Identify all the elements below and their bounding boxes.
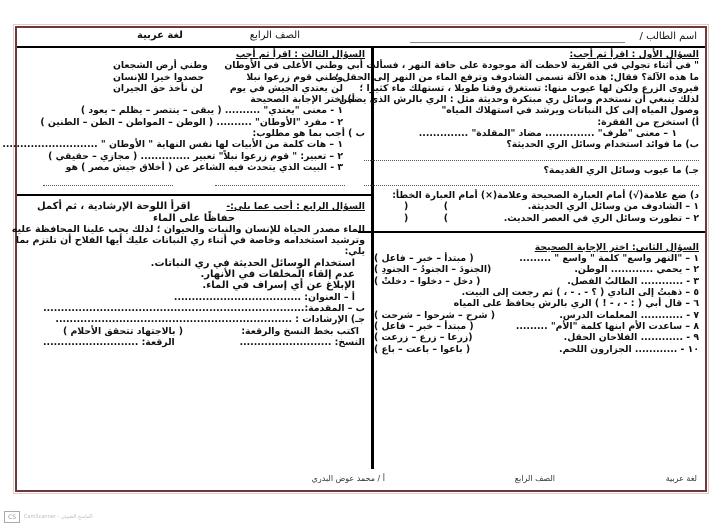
footer-teacher: أ / محمد عوض البدري — [311, 474, 385, 483]
question-1 — [335, 49, 699, 224]
q3-title: السؤال الثالث : اقرأ ثم أجب — [235, 49, 365, 60]
true-false-row — [364, 201, 699, 212]
camscanner-logo-icon: CS — [4, 511, 20, 523]
grade-label: الصف الرابع — [249, 30, 300, 41]
q1-part-b: ب) ما فوائد استخدام وسائل الري الحديثة؟ — [506, 139, 699, 151]
q4-tip: الإبلاغ عن أي إسراف في الماء. — [202, 280, 355, 292]
answer-line[interactable] — [364, 178, 699, 186]
q2-item: ٨ – ساعدت الأم ابنها كلمة "الأم" ......... ( مبتدأ – خبر – فاعل ) — [374, 320, 699, 332]
q1-part-d: د) ضع علامة(√) أمام العبارة الصحيحة وعلامة(×) أمام العبارة الخطأ: — [392, 189, 699, 201]
q1-d-item-1: ١ – الشادوف من وسائل الري الحديثة. — [527, 201, 699, 213]
q3-part-b-item-2: ٢ – تعبير: " قوم زرعوا نبلاً" تعبير .............. ( مجازي – حقيقي ) — [48, 150, 343, 162]
q4-title: السؤال الرابع : أجب عما يلي:- — [226, 201, 365, 213]
question-4 — [11, 201, 365, 348]
page-footer — [17, 470, 705, 490]
q3-part-a-item-1: ١ - معنى "يعتدي" .......... ( يبقى – ينتصر – يظلم – يعود ) — [80, 105, 343, 117]
footer-subject: لغة عربية — [665, 474, 697, 483]
q2-item: ٩ - ............ الفلاحان الحقل. (زرعا – زرع – زرعت ) — [374, 332, 699, 344]
q2-item: ١٠ - ............ الجزارون اللحم. ( باعوا – باعت – باع ) — [374, 343, 699, 355]
handwriting-task — [23, 326, 365, 337]
poem-verse: وطني قوم زرعوا نبلا حصدوا خيرا للإنسان — [113, 71, 343, 83]
ruqaa-field[interactable]: الرقعة: ........................... — [43, 336, 175, 348]
true-false-row — [364, 213, 699, 224]
q1-part-c: جـ) ما عيوب وسائل الري القديمة؟ — [543, 164, 699, 176]
header-divider — [17, 46, 705, 48]
answer-lines — [23, 173, 365, 186]
q2-item: ٧ - ............ المعلمات الدرس. ( شرح – شرحوا – شرحت ) — [374, 309, 699, 321]
q1-title: السؤال الأول : اقرأ ثم أجب: — [569, 49, 699, 60]
naskh-field[interactable]: النسخ: .......................... — [239, 336, 365, 348]
write-phrase: ( بالاجتهاد تتحقق الأحلام ) — [63, 325, 183, 337]
q1-part-a-item-1: ١ – معنى "طرف" .............. مضاد "المقلدة" .............. — [418, 128, 677, 140]
q4-paragraph-line: يلي: — [344, 246, 365, 258]
section-divider — [358, 231, 705, 233]
q1-passage-line: وصول المياه إلى كل النباتات ويرشد في استهلاك المياه" — [441, 105, 699, 117]
q4-paragraph-line: الماء مصدر الحياة للإنسان والنبات والحيوان ؛ لذلك يجب علينا المحافظة عليه — [11, 223, 365, 235]
exam-sheet — [2, 26, 707, 492]
student-name-label: اسم الطالب / — [639, 31, 697, 42]
q3-part-a-label: أ) اختر الإجابة الصحيحة — [250, 94, 355, 106]
answer-box[interactable]: ) ( — [404, 212, 448, 224]
q1-d-item-2: ٢ – تطورت وسائل الري في العصر الحديث. — [503, 212, 699, 224]
q1-passage-line: فيروى الزرع ولكن لها عيوب منها: تستغرق وقتا طويلا ، تستهلك ماء كثيرا ؛ — [359, 82, 699, 94]
q2-item: ١ – "النهر واسع" كلمة " واسع " ......... ( مبتدأ – خبر – فاعل ) — [374, 253, 699, 265]
section-divider — [17, 194, 371, 196]
scanner-watermark — [4, 511, 93, 523]
q4-instruction: اقرأ اللوحة الإرشادية ، ثم أكمل — [37, 201, 191, 213]
q2-item: ٦ – قال أبي ( : - ، - ! ) الري بالرش يحافظ على المياه — [453, 298, 699, 310]
q4-tip: استخدام الوسائل الحديثة في ري النباتات. — [150, 257, 355, 269]
q4-tip: عدم إلقاء المخلفات في الأنهار. — [200, 269, 355, 281]
student-name-line — [410, 42, 625, 43]
q1-part-a-label: أ) استخرج من الفقرة: — [597, 116, 699, 128]
question-3 — [2, 49, 365, 186]
q2-item: ٣ - ............ الطالبُ الفصل. ( دخل – دخلوا – دخلتْ ) — [374, 275, 699, 287]
answer-line[interactable] — [215, 179, 345, 186]
q3-part-a-item-2: ٢ - مفرد "الأوطان" .......... ( الوطن – المواطن – الطن – الطنين ) — [40, 116, 343, 128]
q3-part-b-item-3: ٣ - البيت الذي يتحدث فيه الشاعر عن ( أخلاق جيش مصر ) هو — [65, 161, 343, 173]
sign-title: حفاظًا على الماء — [152, 212, 236, 224]
q4-heading — [23, 201, 365, 212]
q4-field-tips[interactable]: جـ) الإرشادات : ................................................................... — [55, 314, 365, 326]
footer-grade: الصف الرابع — [514, 474, 555, 483]
q2-title: السؤال الثاني: اختر الإجابة الصحيحة — [534, 241, 699, 253]
q1-passage-line: ما هذه الآلة؟ فقال: هذه الآلة تسمى الشادوف وترفع الماء من النهر إلى الحقل ؛ — [335, 71, 699, 83]
q3-part-b-item-1: ١ – هات كلمة من الأبيات لها نفس النهاية " الأوطان " ........................... — [2, 139, 343, 151]
write-label: اكتب بخط النسخ والرقعة: — [241, 325, 359, 337]
subject-label: لغة عربية — [137, 30, 183, 41]
question-2 — [364, 242, 699, 355]
handwriting-answers — [23, 337, 365, 348]
poem-verse: وطني الأغلى في الأوطان وطني أرض الشجعان — [113, 60, 343, 72]
q3-part-b-label: ب ) أجب بما هو مطلوب: — [252, 128, 365, 140]
poem-verse: لن يعتدي الجيش في يوم لن نأخذ حق الجيران — [113, 82, 343, 94]
answer-box[interactable]: ) ( — [404, 201, 448, 213]
q2-item: ٥ – ذهبتُ إلى النادي ( ؟ - . - ، ) ثم رجعت إلى البيت. — [461, 287, 699, 299]
left-column — [2, 49, 365, 348]
q1-passage-line: لذلك ينبغي أن نستخدم وسائل ري مبتكرة وحديثة مثل : الري بالرش الذي يضمن — [339, 94, 699, 106]
exam-header — [17, 28, 705, 45]
q4-field-intro[interactable]: ب – المقدمة:.......................................................................... — [43, 302, 365, 314]
answer-line[interactable] — [43, 179, 173, 186]
watermark-text: CamScanner - الماسح الضوئي — [24, 514, 93, 520]
q2-item: ٢ – يحمي ............ الوطن. (الجنودَ – الجنودُ – الجنودِ ) — [374, 264, 699, 276]
q4-field-title[interactable]: أ – العنوان: .................................... — [173, 291, 355, 303]
answer-line[interactable] — [364, 153, 699, 161]
q1-passage-line: " في أثناء تجولي في القرية لاحظت آلة موجودة على حافة النهر ، فسألت أبي — [346, 60, 699, 72]
q4-paragraph-line: وترشيد استخدامه وخاصة في أثناء ري النباتات عليك أيها الفلاح أن تلتزم بما — [15, 235, 365, 247]
